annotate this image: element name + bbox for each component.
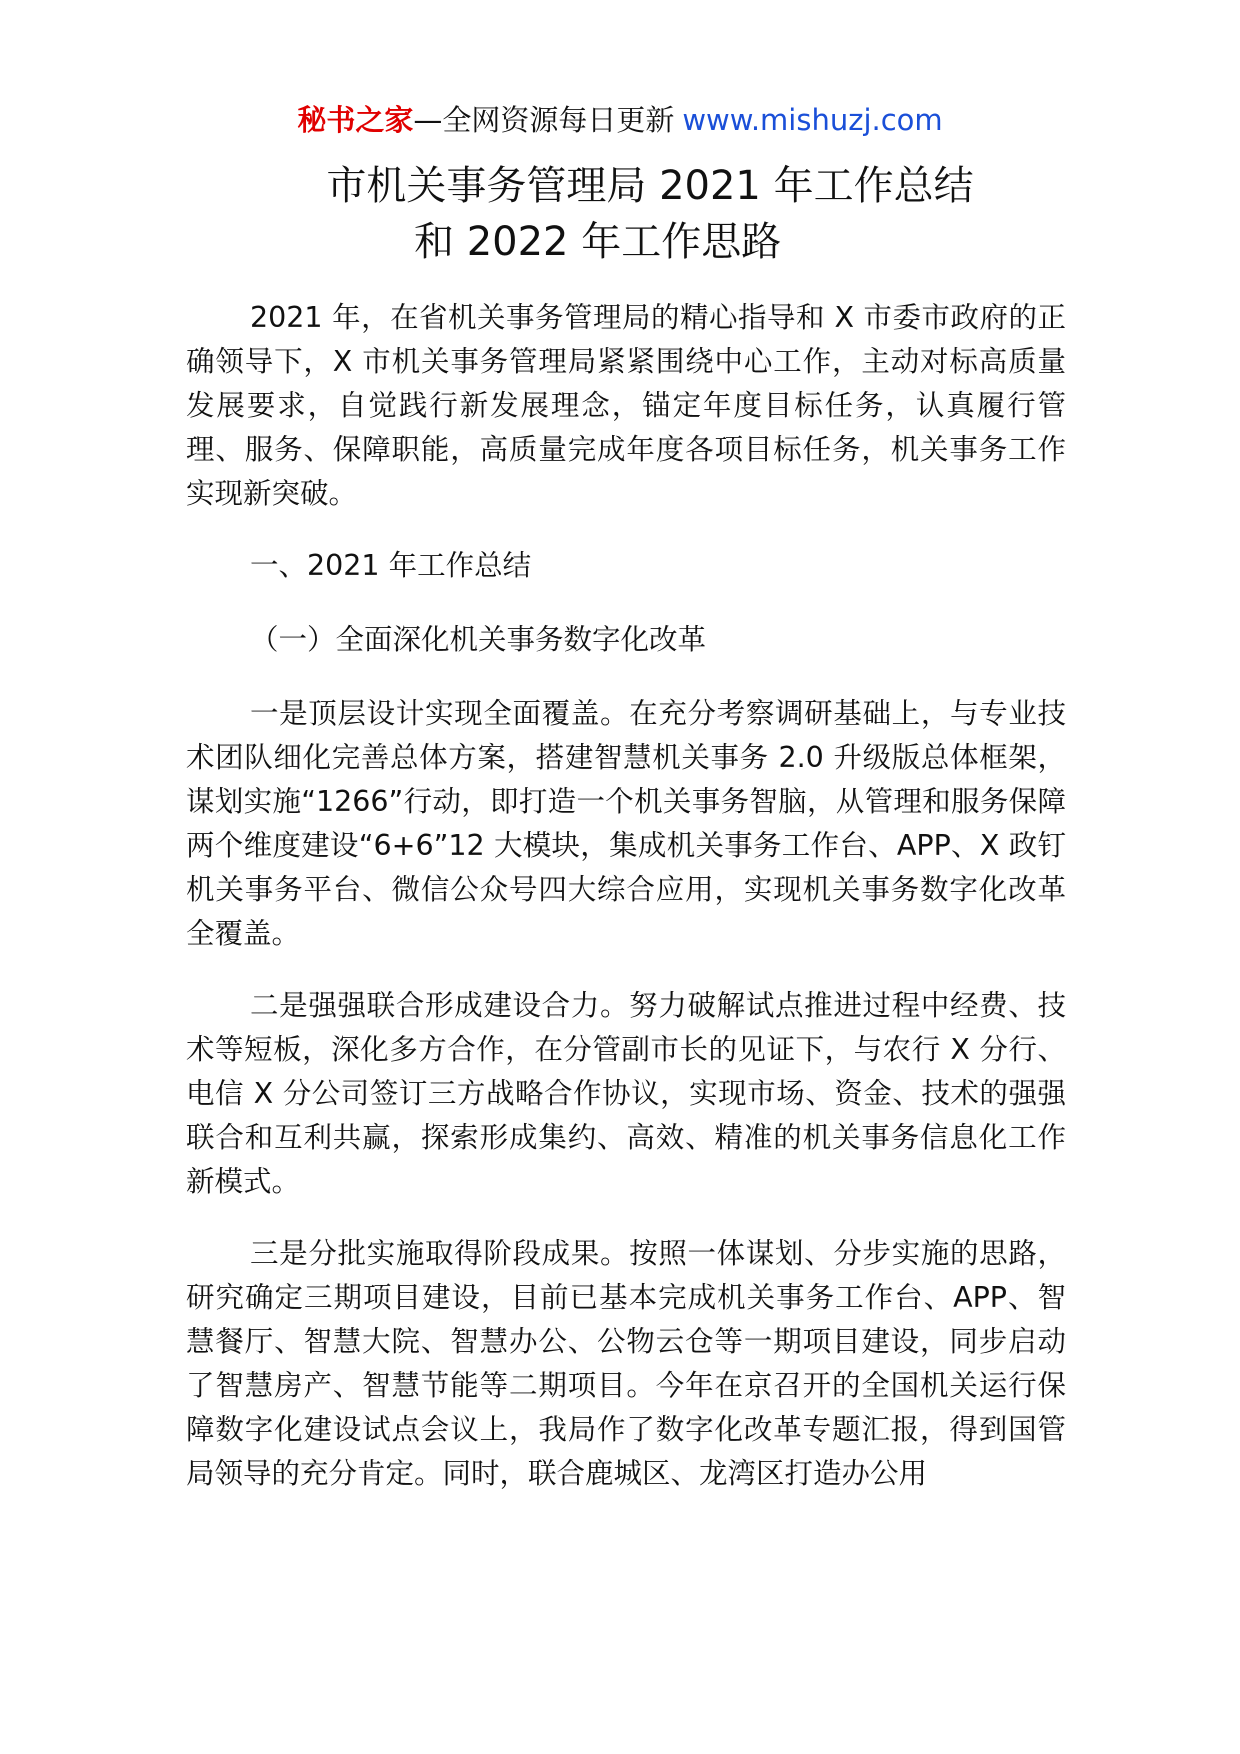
body-paragraph: 三是分批实施取得阶段成果。按照一体谋划、分步实施的思路，研究确定三期项目建设，目前已基本完成机关事务工作台、APP、智慧餐厅、智慧大院、智慧办公、公物云仓等一期项目建设，同步启动了智慧房产、智慧节能等二期项目。今年在京召开的全国机关运行保障数字化建设试点会议上，我局作了数字化改革专题汇报，得到国管局领导的充分肯定。同时，联合鹿城区、龙湾区打造办公用 (186, 1237, 1066, 1490)
subsection-heading: （一）全面深化机关事务数字化改革 (250, 623, 707, 656)
site-header (0, 100, 1240, 140)
document-title-line-1: 市机关事务管理局 2021 年工作总结 (326, 163, 974, 209)
brand-name: 秘书之家 (297, 103, 414, 137)
section-heading: 一、2021 年工作总结 (250, 549, 532, 582)
body-paragraph: 二是强强联合形成建设合力。努力破解试点推进过程中经费、技术等短板，深化多方合作，在分管副市长的见证下，与农行 X 分行、电信 X 分公司签订三方战略合作协议，实现市场、资金、技术的强强联合和互利共赢，探索形成集约、高效、精准的机关事务信息化工作新模式。 (186, 989, 1066, 1198)
document-title-line-2: 和 2022 年工作思路 (414, 219, 782, 265)
document-body (186, 296, 1066, 1524)
intro-paragraph: 2021 年，在省机关事务管理局的精心指导和 X 市委市政府的正确领导下，X 市机关事务管理局紧紧围绕中心工作，主动对标高质量发展要求，自觉践行新发展理念，锚定年度目标任务，认真履行管理、服务、保障职能，高质量完成年度各项目标任务，机关事务工作实现新突破。 (186, 301, 1066, 510)
header-tagline: —全网资源每日更新 (413, 103, 675, 137)
site-url-link[interactable]: www.mishuzj.com (682, 103, 943, 137)
body-paragraph: 一是顶层设计实现全面覆盖。在充分考察调研基础上，与专业技术团队细化完善总体方案，搭建智慧机关事务 2.0 升级版总体框架，谋划实施“1266”行动，即打造一个机关事务智脑，从管理和服务保障两个维度建设“6+6”12 大模块，集成机关事务工作台、APP、X 政钉机关事务平台、微信公众号四大综合应用，实现机关事务数字化改革全覆盖。 (186, 697, 1066, 950)
